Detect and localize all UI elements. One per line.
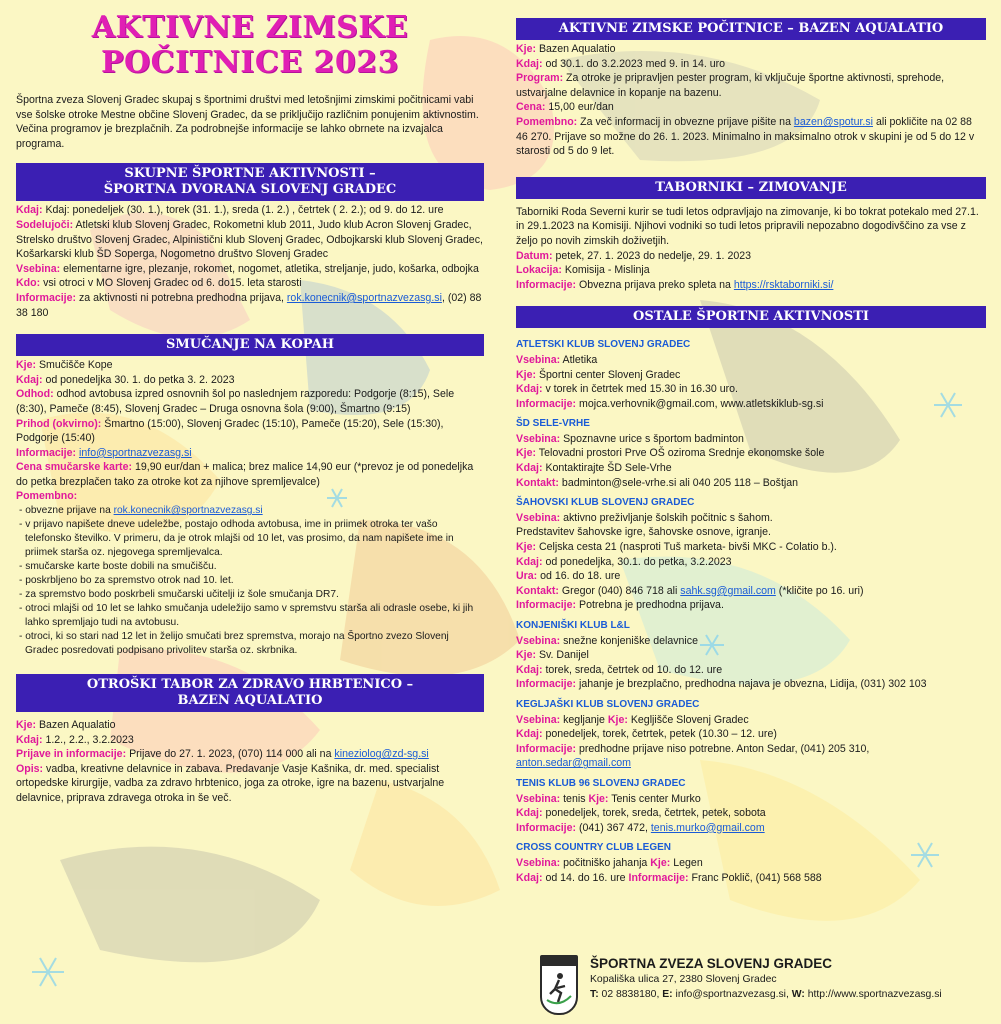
- club-cross-country: [516, 841, 986, 885]
- value: 19,90 eur/dan + malica; brez malice 14,90 eur (*prevoz je od ponedeljka do petka brezplačen tako za otroke kot za njihove spremljevalce): [16, 461, 474, 488]
- list-item: - otroci, ki so stari nad 12 let in želijo smučati brez spremstva, morajo na Športno zvezo Slovenj Gradec posredovati podpisano privolitev starša oz. skrbnika.: [19, 631, 449, 657]
- row-odhod: [16, 387, 484, 416]
- list-item: [16, 504, 484, 518]
- email-link[interactable]: sahk.sg@gmail.com: [680, 584, 776, 597]
- label: Informacije:: [16, 291, 77, 304]
- club-name: TENIS KLUB 96 SLOVENJ GRADEC: [516, 777, 686, 789]
- label: Vsebina:: [516, 432, 561, 445]
- value: (041) 367 472,: [579, 821, 651, 834]
- row-vsebina: [516, 792, 986, 807]
- row-program: [516, 71, 986, 100]
- value: tenis: [563, 792, 589, 805]
- row-kdaj: [516, 663, 986, 678]
- email-link[interactable]: kineziolog@zd-sg.si: [334, 748, 429, 761]
- label: Kdaj:: [516, 871, 543, 884]
- label: Prijave in informacije:: [16, 748, 127, 761]
- value: ponedeljek, torek, sreda, četrtek, petek, sobota: [545, 807, 766, 820]
- value: za aktivnosti ni potrebna predhodna prijava,: [79, 291, 284, 304]
- section-tabor: [16, 674, 484, 806]
- label: Vsebina:: [516, 353, 561, 366]
- value: kegljanje: [563, 713, 608, 726]
- label: Kje:: [516, 447, 537, 460]
- club-name: ŠD SELE-VRHE: [516, 418, 590, 430]
- row-vsebina: [516, 432, 986, 447]
- row-prihod: [16, 417, 484, 446]
- row-vsebina: [516, 634, 986, 649]
- row-kje: [516, 648, 986, 663]
- value: aktivno preživljanje šolskih počitnic s šahom.: [563, 511, 773, 524]
- label: Informacije:: [516, 599, 577, 612]
- row-datum: [516, 249, 986, 264]
- pomembno-list: [16, 504, 484, 658]
- club-sahovski: [516, 496, 986, 613]
- value: Bazen Aqualatio: [38, 719, 116, 732]
- value: mojca.verhovnik@gmail.com, www.atletskiklub-sg.si: [579, 397, 824, 410]
- row-vsebina: [516, 511, 986, 526]
- row-kdaj: [516, 555, 986, 570]
- section-header: [16, 334, 484, 356]
- club-sele-vrhe: [516, 417, 986, 490]
- row-vsebina: [516, 856, 986, 871]
- value: Šmartno (15:00), Slovenj Gradec (15:10), Pameče (15:20), Sele (15:30), Podgorje (15:40): [16, 417, 444, 445]
- page-title: [16, 10, 484, 80]
- label: Kje:: [516, 368, 537, 381]
- section-header: [516, 306, 986, 328]
- section-title: OSTALE ŠPORTNE AKTIVNOSTI: [633, 309, 869, 325]
- list-item: - poskrbljeno bo za spremstvo otrok nad 10. let.: [19, 575, 234, 587]
- left-column: [16, 0, 484, 806]
- label: Kdaj:: [516, 807, 543, 820]
- value: Sv. Danijel: [538, 649, 589, 662]
- list-item: - v prijavo napišete dneve udeležbe, postajo odhoda avtobusa, ime in priimek otroka ter vašo telefonsko številko. V primeru, da je otrok mlajši od 10 let, vas prosimo, da nam napišete ime in priimek starša oz. njegovega spremljevalca.: [19, 519, 454, 559]
- row-kdaj: [516, 57, 986, 72]
- section-header: [16, 163, 484, 201]
- value: (*kličite po 16. uri): [775, 584, 864, 597]
- label: Kje:: [516, 541, 537, 554]
- label: Vsebina:: [516, 511, 561, 524]
- section-title: TABORNIKI – ZIMOVANJE: [655, 179, 847, 195]
- sportna-zveza-logo: [540, 955, 578, 1015]
- label: Kje:: [516, 43, 537, 55]
- value: jahanje je brezplačno, predhodna najava je obvezna, Lidija, (031) 302 103: [579, 678, 927, 691]
- value: snežne konjeniške delavnice: [563, 634, 698, 647]
- label: Kje:: [516, 649, 537, 662]
- label: Odhod:: [16, 388, 54, 401]
- row-opis: [16, 762, 484, 806]
- footer-contact: [590, 987, 990, 1002]
- label: Program:: [516, 72, 564, 85]
- section-skupne: [16, 163, 484, 320]
- value: - obvezne prijave na: [19, 505, 114, 517]
- club-name: ATLETSKI KLUB SLOVENJ GRADEC: [516, 339, 691, 351]
- label: Informacije:: [516, 278, 577, 291]
- section-ostale: [516, 306, 986, 885]
- row-informacije: [516, 742, 986, 757]
- value: odhod avtobusa izpred osnovnih šol po naslednjem razporedu: Podgorje (8:15), Sele (8:30), Pameče (8:45), Slovenj Gradec – Druga osnovna šola (9:00), Šmartno (9:15): [16, 388, 455, 415]
- row-informacije: [516, 278, 986, 293]
- value: badminton@sele-vrhe.si ali 040 205 118 – Boštjan: [561, 476, 799, 489]
- row-kje: [516, 540, 986, 555]
- section-header: [16, 674, 484, 712]
- row-pomembno: [516, 115, 986, 159]
- value: od 14. do 16. ure: [545, 871, 629, 884]
- phone: 02 8838180,: [601, 989, 660, 1000]
- value: Celjska cesta 21 (nasproti Tuš marketa- bivši MKC - Colatio b.).: [538, 541, 837, 554]
- label: Pomembno:: [516, 115, 578, 128]
- label: Kdaj:: [516, 383, 543, 396]
- row-kdaj: [516, 727, 986, 742]
- club-name: KEGLJAŠKI KLUB SLOVENJ GRADEC: [516, 698, 700, 710]
- email-link[interactable]: info@sportnazvezasg.si: [79, 446, 192, 459]
- value: počitniško jahanja: [563, 856, 651, 869]
- label: Pomembno:: [16, 490, 78, 503]
- row-email: [516, 756, 986, 771]
- section-title-1: OTROŠKI TABOR ZA ZDRAVO HRBTENICO –: [86, 677, 414, 693]
- row-sodelujoci: [16, 218, 484, 262]
- email-link[interactable]: anton.sedar@gmail.com: [516, 757, 631, 770]
- value: od 30.1. do 3.2.2023 med 9. in 14. uro: [545, 57, 726, 70]
- email-link[interactable]: tenis.murko@gmail.com: [650, 821, 765, 834]
- list-item: - smučarske karte boste dobili na smučišču.: [19, 561, 217, 573]
- value: Športni center Slovenj Gradec: [538, 368, 681, 381]
- label: Sodelujoči:: [16, 218, 74, 231]
- row-pomembno: [16, 489, 484, 504]
- label: Cena smučarske karte:: [16, 461, 133, 474]
- club-name: CROSS COUNTRY CLUB LEGEN: [516, 842, 672, 854]
- section-bazen: [516, 18, 986, 159]
- club-name: KONJENIŠKI KLUB L&L: [516, 620, 630, 631]
- label: Kdaj:: [16, 373, 43, 386]
- right-column: [516, 0, 986, 885]
- value: ali pokličite na 02 88 46 270. Prijave so možne do 26. 1. 2023. Minimalno in maksimalno otrok v skupini je od 5 do 12 v starosti od 5 do 9 let.: [516, 115, 975, 158]
- label: W:: [791, 989, 805, 1000]
- label: Kdaj:: [16, 204, 43, 217]
- label: Kdaj:: [516, 728, 543, 741]
- row-kdaj: [516, 806, 986, 821]
- row-informacije: [16, 291, 484, 320]
- list-item: - za spremstvo bodo poskrbeli smučarski učitelji iz šole smučanja DR7.: [19, 589, 339, 601]
- section-title-2: ŠPORTNA DVORANA SLOVENJ GRADEC: [103, 182, 397, 198]
- value: Za otroke je pripravljen pester program, ki vključuje športne aktivnosti, sprehode, ustvarjalne delavnice in kopanje na bazenu.: [516, 72, 945, 99]
- label: Informacije:: [516, 821, 577, 834]
- row-kontakt: [516, 584, 986, 599]
- value: Atletski klub Slovenj Gradec, Rokometni klub 2011, Judo klub Acron Slovenj Gradec, Strelsko društvo Slovenj Gradec, Alpinistični klub Slovenj Gradec, Odbojkarski klub Slovenj Gradec, Košarkarski klub ŠD Soperga, Nogometno društvo Slovenj Gradec: [16, 218, 483, 261]
- label: Informacije:: [516, 678, 577, 691]
- label: Kje:: [650, 856, 671, 869]
- row-kje: [516, 42, 986, 57]
- label: Prihod (okvirno):: [16, 417, 102, 430]
- club-atletski: [516, 338, 986, 411]
- row-kdaj: [16, 733, 484, 748]
- row-kdaj: [516, 382, 986, 397]
- label: Informacije:: [628, 871, 689, 884]
- row-kdaj: [16, 373, 484, 388]
- row-ura: [516, 569, 986, 584]
- label: Lokacija:: [516, 264, 562, 277]
- label: Kdo:: [16, 277, 41, 290]
- row-vsebina-2: Predstavitev šahovske igre, šahovske osnove, igranje.: [516, 526, 771, 539]
- label: Vsebina:: [516, 792, 561, 805]
- url-link[interactable]: https://rsktaborniki.si/: [733, 278, 834, 291]
- row-informacije: [16, 446, 484, 461]
- value: Legen: [673, 856, 703, 869]
- value: Prijave do 27. 1. 2023, (070) 114 000 ali na: [129, 748, 335, 761]
- label: Kdaj:: [516, 57, 543, 70]
- label: Informacije:: [16, 446, 77, 459]
- value: 1.2., 2.2., 3.2.2023: [45, 733, 134, 746]
- value: od 16. do 18. ure: [540, 570, 621, 583]
- row-informacije: [516, 677, 986, 692]
- value: v torek in četrtek med 15.30 in 16.30 uro.: [545, 383, 738, 396]
- section-title: AKTIVNE ZIMSKE POČITNICE – BAZEN AQUALATIO: [558, 21, 944, 36]
- title-line-1: AKTIVNE ZIMSKE: [91, 10, 409, 45]
- label: Informacije:: [516, 742, 577, 755]
- row-kje: [516, 446, 986, 461]
- row-vsebina: [16, 262, 484, 277]
- value: Gregor (040) 846 718 ali: [561, 584, 681, 597]
- label: Kontakt:: [516, 584, 559, 597]
- value: Kontaktirajte ŠD Sele-Vrhe: [545, 462, 672, 475]
- email-link[interactable]: rok.konecnik@sportnazvezasg.si: [286, 291, 442, 304]
- title-line-2: POČITNICE 2023: [100, 45, 400, 80]
- value: predhodne prijave niso potrebne. Anton Sedar, (041) 205 310,: [579, 742, 870, 755]
- label: Vsebina:: [516, 713, 561, 726]
- label: Opis:: [16, 762, 44, 775]
- value: Bazen Aqualatio: [538, 43, 616, 55]
- value: vadba, kreativne delavnice in zabava. Predavanje Vasje Kašnika, dr. med. specialist ortopedske kirurgije, vadba za zdravo hrbtenico, joga za otroke, igre na bazenu, ustvarjalne delavnice, priprava zdravega otroka in še več.: [16, 762, 445, 805]
- row-informacije: [516, 821, 986, 836]
- row-vsebina: [516, 713, 986, 728]
- section-taborniki: [516, 177, 986, 293]
- club-konjeniski: [516, 619, 986, 692]
- label: Kontakt:: [516, 476, 559, 489]
- value: elementarne igre, plezanje, rokomet, nogomet, atletika, streljanje, judo, košarka, odbojka: [63, 262, 479, 275]
- snowflake-icon: [32, 958, 64, 986]
- email-link[interactable]: rok.konecnik@sportnazvezasg.si: [113, 505, 263, 517]
- label: Cena:: [516, 101, 546, 114]
- list-item: - otroci mlajši od 10 let se lahko smučanja udeležijo samo v spremstvu starša ali odrasle osebe, ki jih lahko spremljajo tudi na avtobusu.: [19, 603, 474, 629]
- value: Telovadni prostori Prve OŠ oziroma Srednje ekonomske šole: [538, 447, 825, 460]
- section-header: [516, 177, 986, 199]
- value: Za več informacij in obvezne prijave pišite na: [580, 115, 794, 128]
- club-kegljaski: [516, 698, 986, 771]
- label: Kje:: [16, 719, 37, 732]
- label: Vsebina:: [516, 634, 561, 647]
- label: Datum:: [516, 249, 553, 262]
- value: od ponedeljka, 30.1. do petka, 3.2.2023: [545, 555, 732, 568]
- label: Kdaj:: [16, 733, 43, 746]
- value: petek, 27. 1. 2023 do nedelje, 29. 1. 2023: [555, 249, 752, 262]
- row-informacije: [516, 598, 986, 613]
- row-kdo: [16, 276, 484, 291]
- label: Kdaj:: [516, 555, 543, 568]
- runner-icon: [542, 966, 576, 1011]
- row-kje: [516, 368, 986, 383]
- label: Kdaj:: [516, 462, 543, 475]
- row-kje: [16, 718, 484, 733]
- row-cena: [16, 460, 484, 489]
- value: torek, sreda, četrtek od 10. do 12. ure: [545, 663, 723, 676]
- section-title: SMUČANJE NA KOPAH: [166, 337, 334, 353]
- label: Kje:: [588, 792, 609, 805]
- row-prijave: [16, 747, 484, 762]
- section-smucanje: [16, 334, 484, 658]
- taborniki-text: Taborniki Roda Severni kurir se tudi letos odpravljajo na zimovanje, ki bo tokrat potekalo med 27.1. in 29.1.2023 na Komisiji. Njihovi vodniki so tudi letos pripravili nepozabno dogodivščino za vse z željo po novih zimskih doživetjih.: [516, 205, 979, 247]
- label: Ura:: [516, 570, 538, 583]
- row-vsebina: [516, 353, 986, 368]
- label: T:: [590, 989, 599, 1000]
- footer-title: ŠPORTNA ZVEZA SLOVENJ GRADEC: [590, 956, 833, 971]
- label: Kdaj:: [516, 663, 543, 676]
- value: Smučišče Kope: [38, 359, 113, 372]
- row-informacije: [516, 397, 986, 412]
- decor-shape: [60, 847, 320, 963]
- section-header: [516, 18, 986, 40]
- row-kje: [16, 358, 484, 373]
- label: Vsebina:: [16, 262, 61, 275]
- footer-address: Kopališka ulica 27, 2380 Slovenj Gradec: [590, 974, 777, 985]
- row-kdaj: [16, 203, 484, 218]
- section-title-2: BAZEN AQUALATIO: [177, 693, 323, 709]
- value: ponedeljek, torek, četrtek, petek (10.30 – 12. ure): [545, 728, 777, 741]
- intro-text: Športna zveza Slovenj Gradec skupaj s športnimi društvi med letošnjimi zimskimi počitnicami vabi vse šolske otroke Mestne občine Slovenj Gradec, da se priključijo različnim ponujenim aktivnostim. Večina programov je brezplačnih. Za podrobnejše informacije se lahko obrnete na izvajalca programa.: [16, 94, 479, 150]
- email-link[interactable]: info@sportnazvezasg.si,: [675, 989, 789, 1000]
- section-title-1: SKUPNE ŠPORTNE AKTIVNOSTI –: [124, 166, 376, 182]
- row-cena: [516, 100, 986, 115]
- label: Kje:: [16, 359, 37, 372]
- email-link[interactable]: bazen@spotur.si: [793, 115, 873, 128]
- club-name: ŠAHOVSKI KLUB SLOVENJ GRADEC: [516, 497, 695, 509]
- label: Kje:: [607, 713, 628, 726]
- row-kdaj: [516, 871, 986, 886]
- club-tenis: [516, 777, 986, 835]
- website-link[interactable]: http://www.sportnazvezasg.si: [807, 989, 942, 1000]
- value: od ponedeljka 30. 1. do petka 3. 2. 2023: [45, 373, 235, 386]
- value: Franc Poklič, (041) 568 588: [691, 871, 822, 884]
- label: Vsebina:: [516, 856, 561, 869]
- value: 15,00 eur/dan: [548, 101, 614, 114]
- row-lokacija: [516, 263, 986, 278]
- row-kdaj: [516, 461, 986, 476]
- value: Komisija - Mislinja: [564, 264, 650, 277]
- value: , (02) 88 38 180: [16, 291, 482, 319]
- label: Informacije:: [516, 397, 577, 410]
- value: Kegljišče Slovenj Gradec: [630, 713, 749, 726]
- value: Spoznavne urice s športom badminton: [563, 432, 744, 445]
- row-kontakt: [516, 476, 986, 491]
- label: E:: [662, 989, 673, 1000]
- value: Kdaj: ponedeljek (30. 1.), torek (31. 1.), sreda (1. 2.) , četrtek ( 2. 2.); od 9. do 12. ure: [45, 204, 444, 217]
- value: Potrebna je predhodna prijava.: [579, 599, 724, 612]
- value: Atletika: [562, 353, 598, 366]
- value: vsi otroci v MO Slovenj Gradec od 6. do15. leta starosti: [43, 277, 302, 290]
- value: Obvezna prijava preko spleta na: [579, 278, 734, 291]
- value: Tenis center Murko: [611, 792, 701, 805]
